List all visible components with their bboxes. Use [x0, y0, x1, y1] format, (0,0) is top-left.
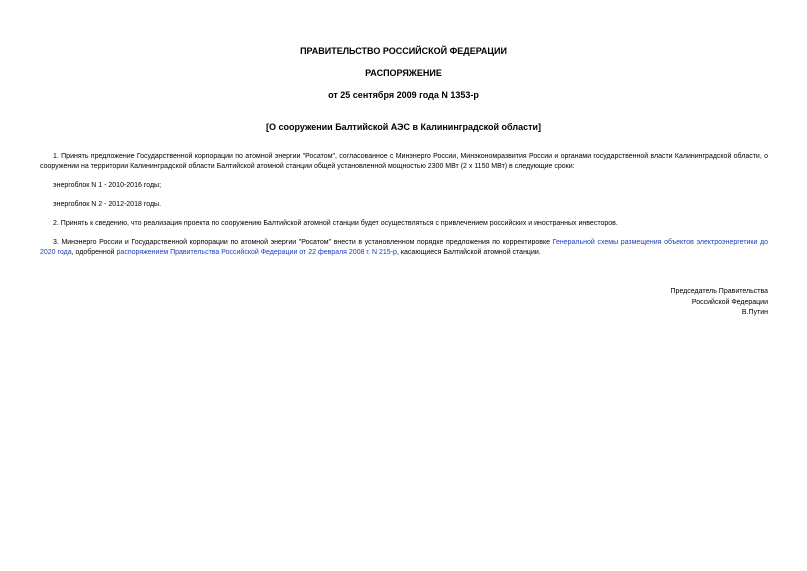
signature-name: В.Путин: [741, 309, 768, 316]
signature-organization: Российской Федерации: [691, 298, 768, 306]
document-type-heading: РАСПОРЯЖЕНИЕ: [365, 68, 442, 78]
paragraph-unit-2: энергоблок N 2 - 2012-2018 годы.: [53, 201, 162, 208]
government-heading: ПРАВИТЕЛЬСТВО РОССИЙСКОЙ ФЕДЕРАЦИИ: [300, 46, 507, 56]
paragraph-2: 2. Принять к сведению, что реализация проекта по сооружению Балтийской атомной станции будет осуществляться с привлечением российских и иностранных инвесторов.: [53, 220, 618, 227]
signature-block: [671, 287, 768, 319]
general-scheme-link[interactable]: Генеральной схемы размещения объектов электроэнергетики до 2020 года: [40, 239, 768, 256]
government-order-link[interactable]: распоряжением Правительства Российской Федерации от 22 февраля 2008 г. N 215-р: [116, 249, 397, 256]
signature-position: Председатель Правительства: [670, 288, 768, 295]
paragraph-3: [40, 238, 768, 258]
paragraph-3-text-b: , одобренной: [71, 249, 117, 256]
document-body: [40, 152, 768, 258]
paragraph-3-text-a: 3. Минэнерго России и Государственной корпорации по атомной энергии "Росатом" внести в установленном порядке предложения по корректировке: [53, 239, 553, 246]
document-title: [О сооружении Балтийской АЭС в Калининградской области]: [265, 122, 542, 132]
paragraph-3-text-c: , касающиеся Балтийской атомной станции.: [396, 249, 541, 256]
document-date-number: от 25 сентября 2009 года N 1353-р: [328, 90, 479, 100]
paragraph-1: 1. Принять предложение Государственной корпорации по атомной энергии "Росатом", согласованное с Минэнерго России, Минэкономразвития России и органами государственной власти Калининградской области, о сооружении на территории Калининградской области Балтийской атомной станции общей установленной мощностью 2300 МВт (2 х 1150 МВт) в следующие сроки:: [40, 153, 768, 170]
paragraph-unit-1: энергоблок N 1 - 2010-2016 годы;: [53, 182, 162, 189]
